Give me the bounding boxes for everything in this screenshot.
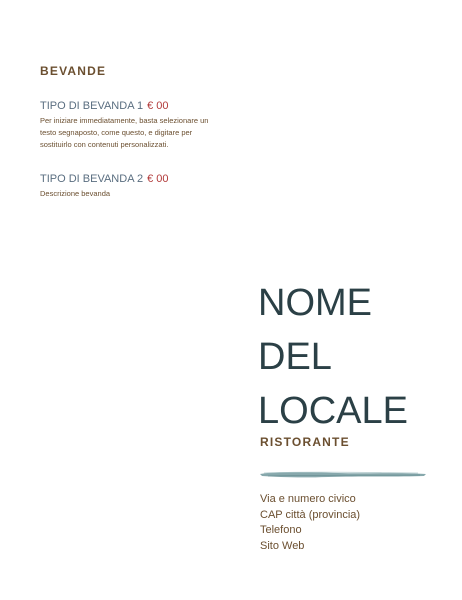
menu-item-name: TIPO DI BEVANDA 2 [40,173,144,185]
section-title-bevande: BEVANDE [40,64,107,78]
contact-info [260,492,360,554]
menu-item-header [40,99,215,113]
menu-item [40,172,215,200]
restaurant-title-line: LOCALE [258,390,408,432]
menu-item-name: TIPO DI BEVANDA 1 [40,100,144,112]
contact-address: Via e numero civico [260,493,356,505]
menu-item-price: € 00 [147,173,169,185]
brush-stroke-divider [258,468,428,480]
restaurant-subtitle: RISTORANTE [260,435,350,449]
contact-city: CAP città (provincia) [260,508,361,521]
restaurant-title [258,276,408,438]
restaurant-title-line: NOME [258,282,372,324]
menu-item-description: Per iniziare immediatamente, basta selezionare un testo segnaposto, come questo, e digitare per sostituirlo con contenuti personalizzati. [40,116,209,149]
contact-phone: Telefono [260,524,302,536]
menu-item [40,99,215,151]
restaurant-title-line: DEL [258,336,332,378]
menu-item-price: € 00 [147,100,169,112]
menu-item-header [40,172,215,186]
menu-item-description: Descrizione bevanda [40,189,111,198]
contact-website: Sito Web [260,539,305,552]
